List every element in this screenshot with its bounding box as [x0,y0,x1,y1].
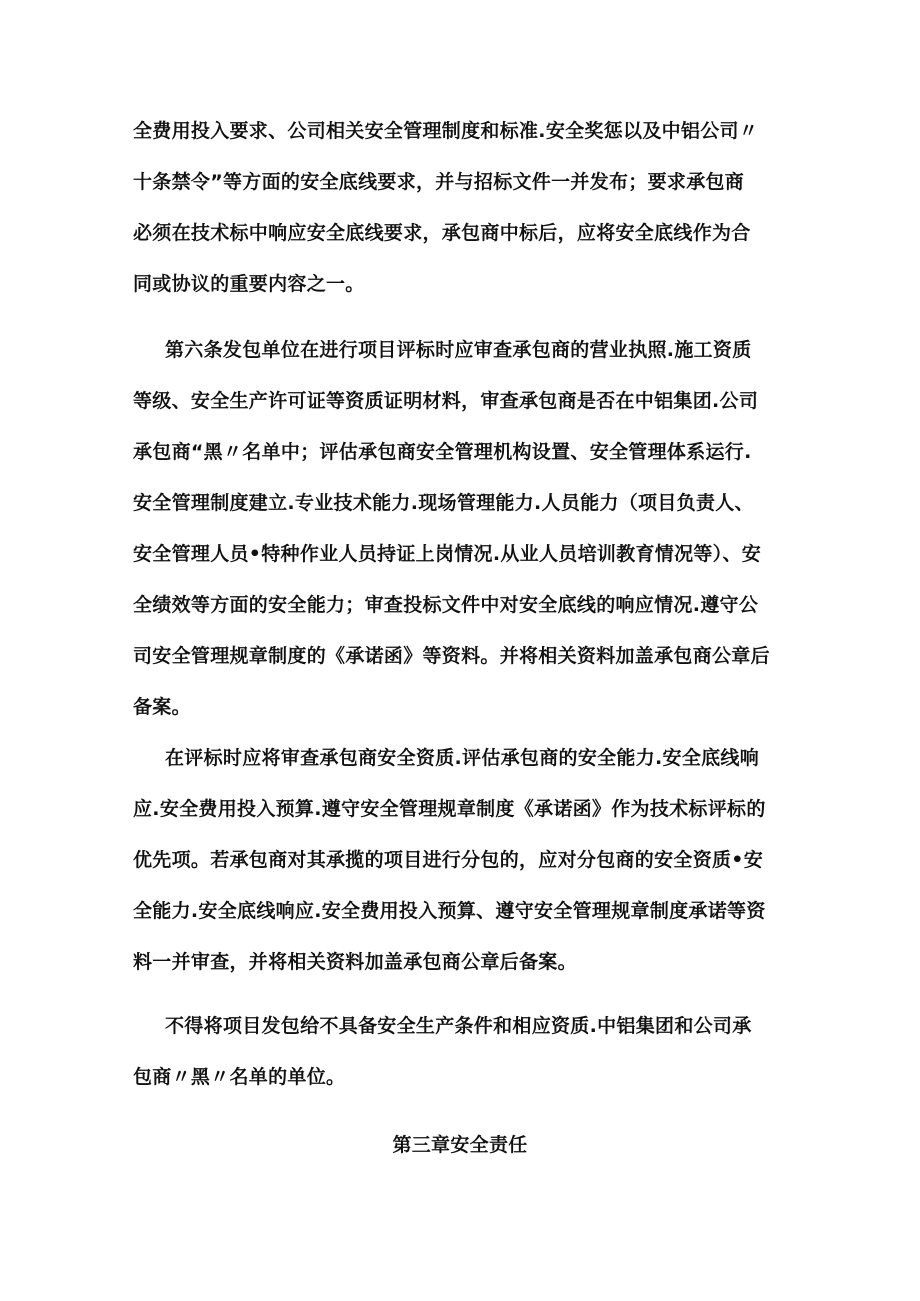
paragraph-line: 全能力.安全底线响应.安全费用投入预算、遵守安全管理规章制度承诺等资 [133,900,766,922]
paragraph-line: 安全管理人员•特种作业人员持证上岗情况.从业人员培训教育情况等）、安 [133,543,762,565]
paragraph-line: 等级、安全生产许可证等资质证明材料，审查承包商是否在中铝集团.公司 [133,390,759,412]
paragraph-line: 承包商“黑〃名单中；评估承包商安全管理机构设置、安全管理体系运行. [133,441,752,463]
paragraph-line: 同或协议的重要内容之一。 [133,273,365,295]
paragraph-line: 包商〃黑〃名单的单位。 [133,1066,346,1088]
paragraph-line: 应.安全费用投入预算.遵守安全管理规章制度《承诺函》作为技术标评标的 [133,798,766,820]
paragraph-line: 料一并审查，并将相关资料加盖承包商公章后备案。 [133,951,577,973]
paragraph-line: 在评标时应将审查承包商安全资质.评估承包商的安全能力.安全底线响 [165,747,760,769]
paragraph-article-6 [133,325,797,733]
paragraph-line: 十条禁令”等方面的安全底线要求，并与招标文件一并发布；要求承包商 [133,171,745,193]
paragraph-line: 不得将项目发包给不具备安全生产条件和相应资质.中铝集团和公司承 [165,1015,752,1037]
paragraph-prohibition [133,1001,797,1103]
paragraph-line: 必须在技术标中响应安全底线要求，承包商中标后，应将安全底线作为合 [133,222,751,244]
paragraph-line: 司安全管理规章制度的《承诺函》等资料。并将相关资料加盖承包商公章后 [133,645,770,667]
chapter-heading: 第三章安全责任 [392,1134,528,1156]
paragraph-safety-baseline-requirements [133,106,797,310]
paragraph-line: 第六条发包单位在进行项目评标时应审查承包商的营业执照.施工资质 [165,339,752,361]
paragraph-line: 全费用投入要求、公司相关安全管理制度和标准.安全奖惩以及中铝公司〃 [133,120,759,142]
paragraph-line: 安全管理制度建立.专业技术能力.现场管理能力.人员能力（项目负责人、 [133,492,754,514]
paragraph-line: 全绩效等方面的安全能力；审查投标文件中对安全底线的响应情况.遵守公 [133,594,759,616]
paragraph-line: 优先项。若承包商对其承揽的项目进行分包的，应对分包商的安全资质•安 [133,849,764,871]
paragraph-line: 备案。 [133,696,191,718]
paragraph-bid-evaluation [133,733,797,988]
